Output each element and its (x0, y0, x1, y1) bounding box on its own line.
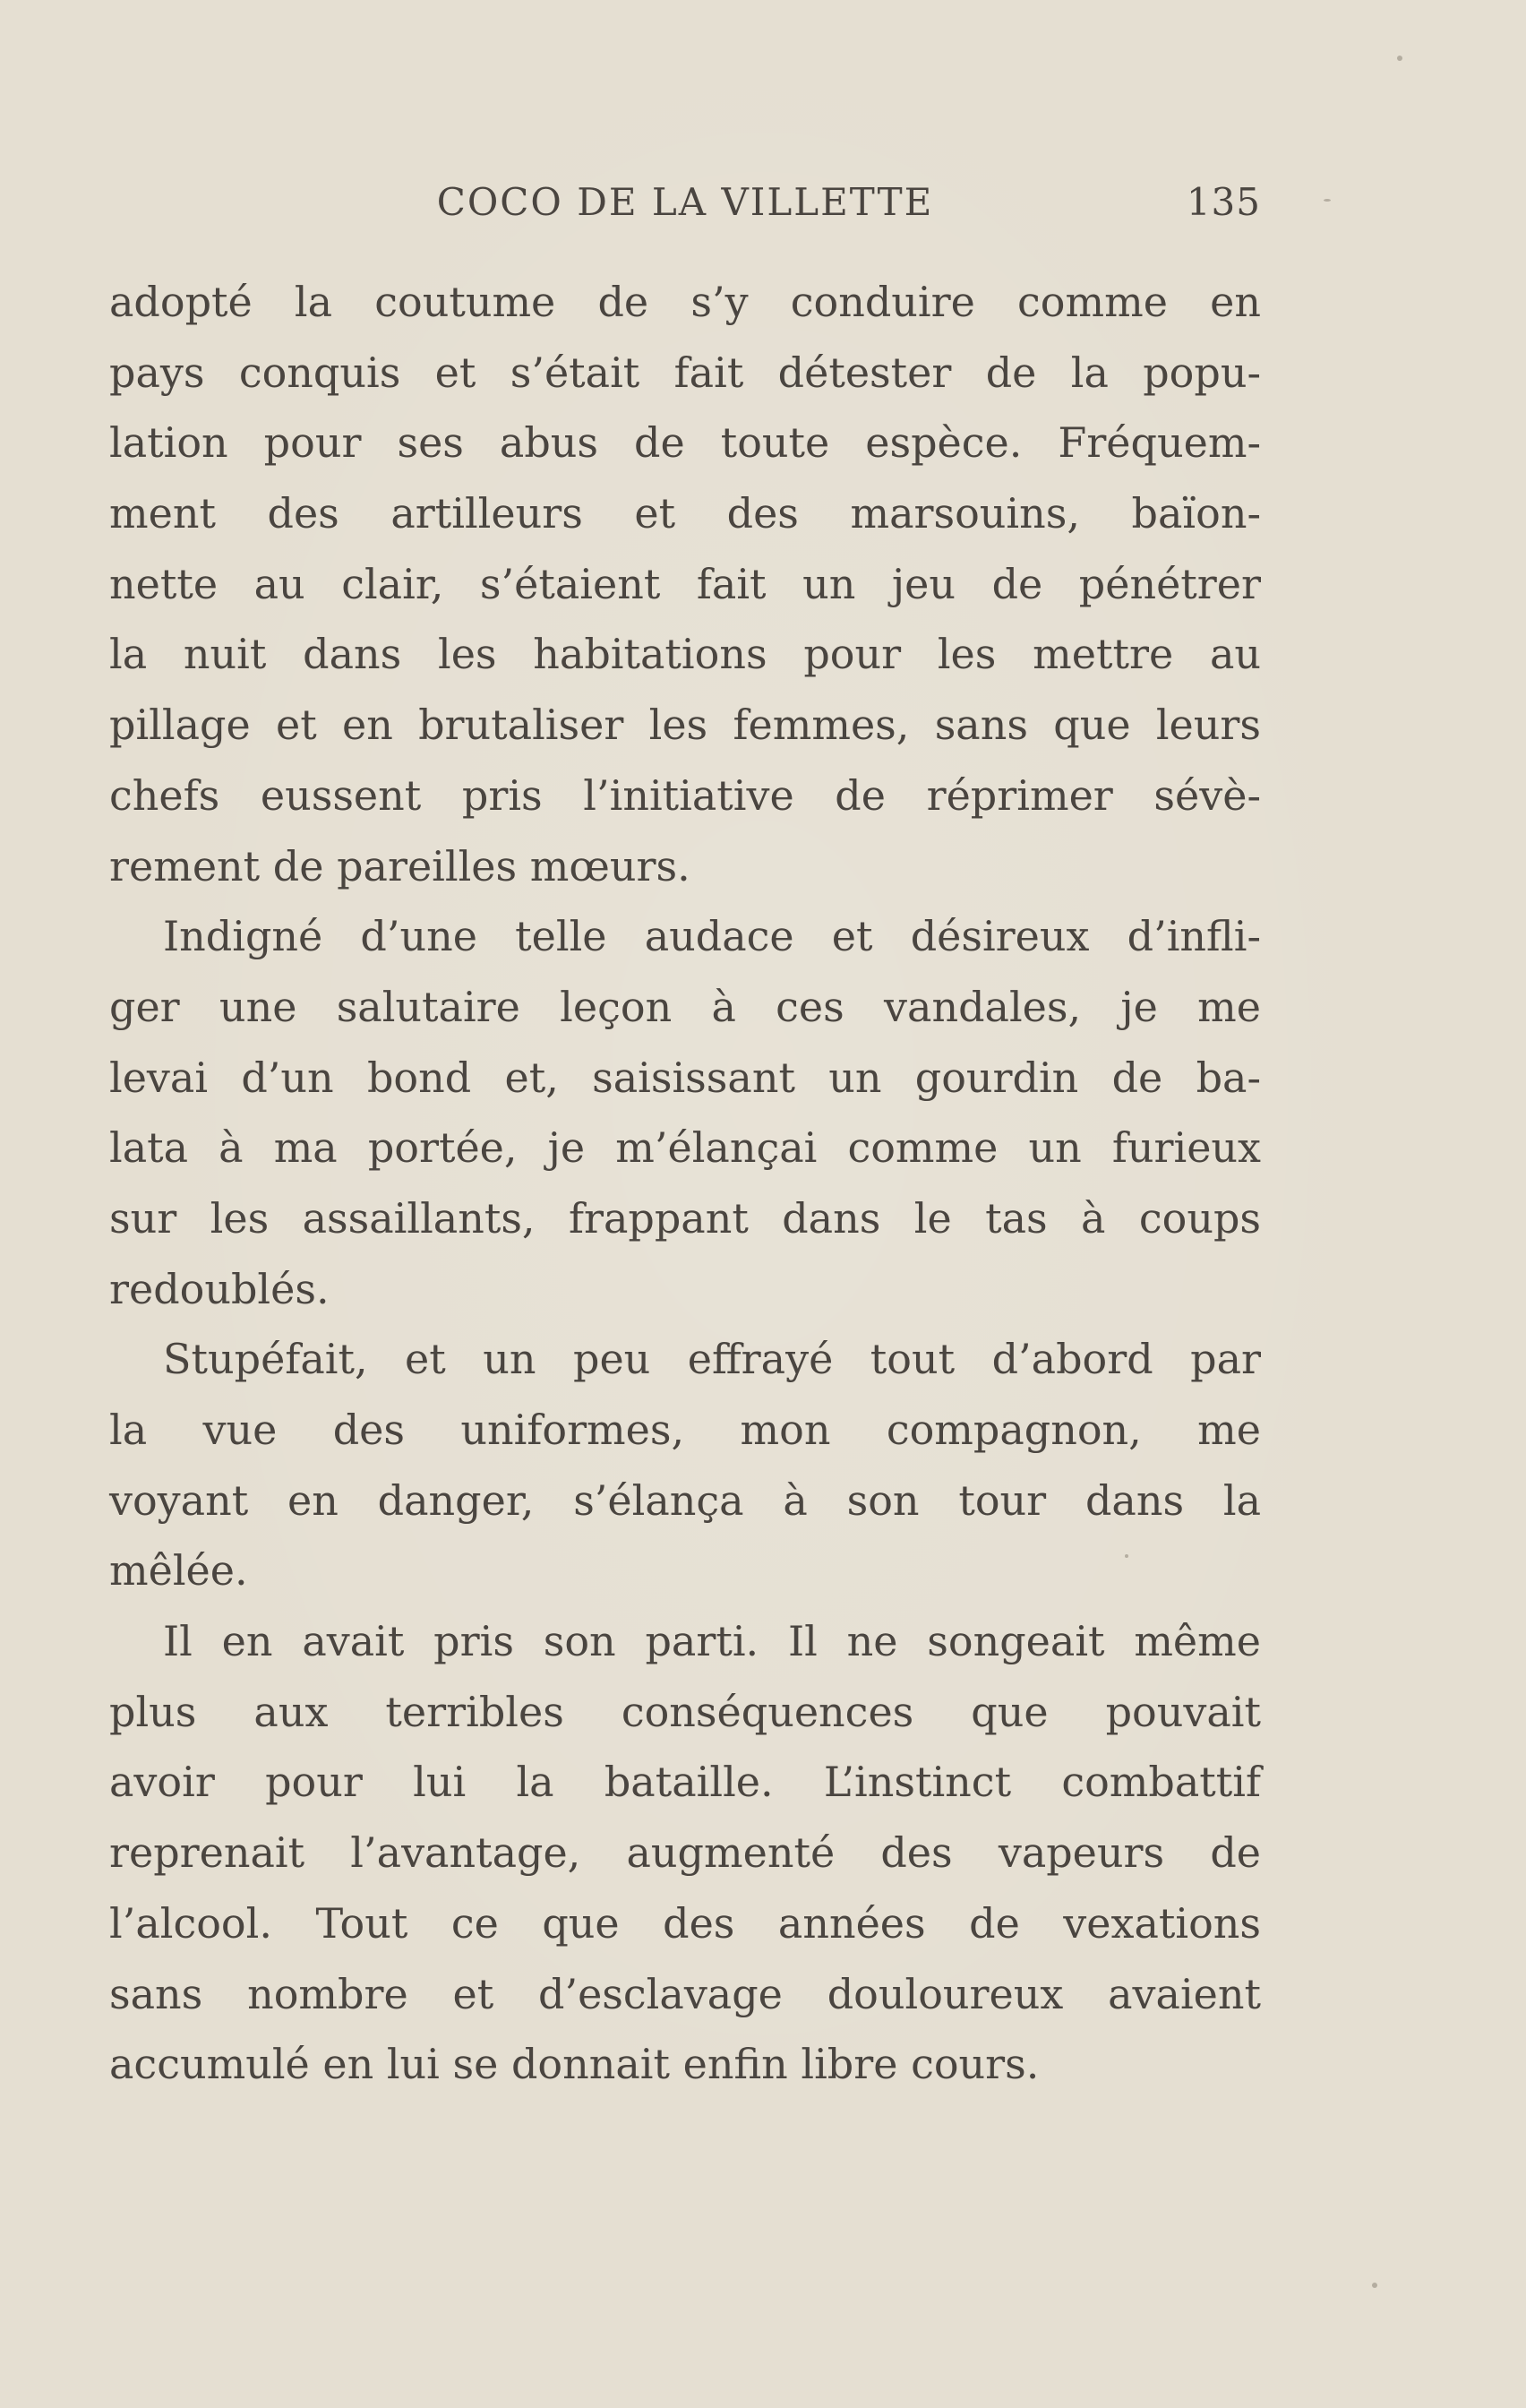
text-line: ment des artilleurs et des marsouins, baïon- (109, 489, 1261, 538)
text-line: sur les assaillants, frappant dans le tas à coups (109, 1193, 1261, 1243)
body-text (109, 267, 1261, 2100)
text-line: adopté la coutume de s’y conduire comme en (109, 278, 1261, 326)
paper-speck (1324, 199, 1331, 202)
text-line: redoublés. (109, 1264, 330, 1313)
text-line: Stupéfait, et un peu effrayé tout d’abord par (163, 1335, 1261, 1384)
text-line: sans nombre et d’esclavage douloureux avaient (109, 1969, 1261, 2018)
text-line: plus aux terribles conséquences que pouvait (109, 1687, 1261, 1736)
text-line: la nuit dans les habitations pour les mettre au (109, 630, 1261, 679)
text-line: chefs eussent pris l’initiative de réprimer sévè- (109, 770, 1261, 820)
text-line: mêlée. (109, 1546, 248, 1595)
text-line: pillage et en brutaliser les femmes, sans que leurs (109, 701, 1261, 750)
text-line: rement de pareilles mœurs. (109, 841, 690, 890)
text-line: ger une salutaire leçon à ces vandales, je me (109, 982, 1261, 1031)
paper-speck (1397, 56, 1402, 61)
text-line: nette au clair, s’étaient fait un jeu de pénétrer (109, 559, 1261, 608)
paper-speck (1372, 2283, 1377, 2288)
text-line: lata à ma portée, je m’élançai comme un furieux (109, 1123, 1261, 1173)
text-line: la vue des uniformes, mon compagnon, me (109, 1406, 1261, 1454)
text-line: Indigné d’une telle audace et désireux d’infli- (163, 912, 1261, 961)
text-line: pays conquis et s’était fait détester de la popu- (109, 348, 1261, 397)
text-line: levai d’un bond et, saisissant un gourdin de ba- (109, 1053, 1261, 1102)
running-head (109, 176, 1261, 229)
text-line: l’alcool. Tout ce que des années de vexations (109, 1898, 1261, 1948)
text-line: avoir pour lui la bataille. L’instinct combattif (109, 1758, 1261, 1807)
text-line: voyant en danger, s’élança à son tour dans la (109, 1475, 1261, 1525)
page-number: 135 (1186, 180, 1261, 224)
text-line: lation pour ses abus de toute espèce. Fréquem- (109, 418, 1261, 468)
text-line: reprenait l’avantage, augmenté des vapeurs de (109, 1828, 1261, 1878)
paper-speck (1125, 1554, 1128, 1558)
text-line: Il en avait pris son parti. Il ne songeait même (163, 1617, 1261, 1666)
running-title: COCO DE LA VILLETTE (436, 180, 934, 224)
text-line: accumulé en lui se donnait enfin libre cours. (109, 2040, 1040, 2089)
